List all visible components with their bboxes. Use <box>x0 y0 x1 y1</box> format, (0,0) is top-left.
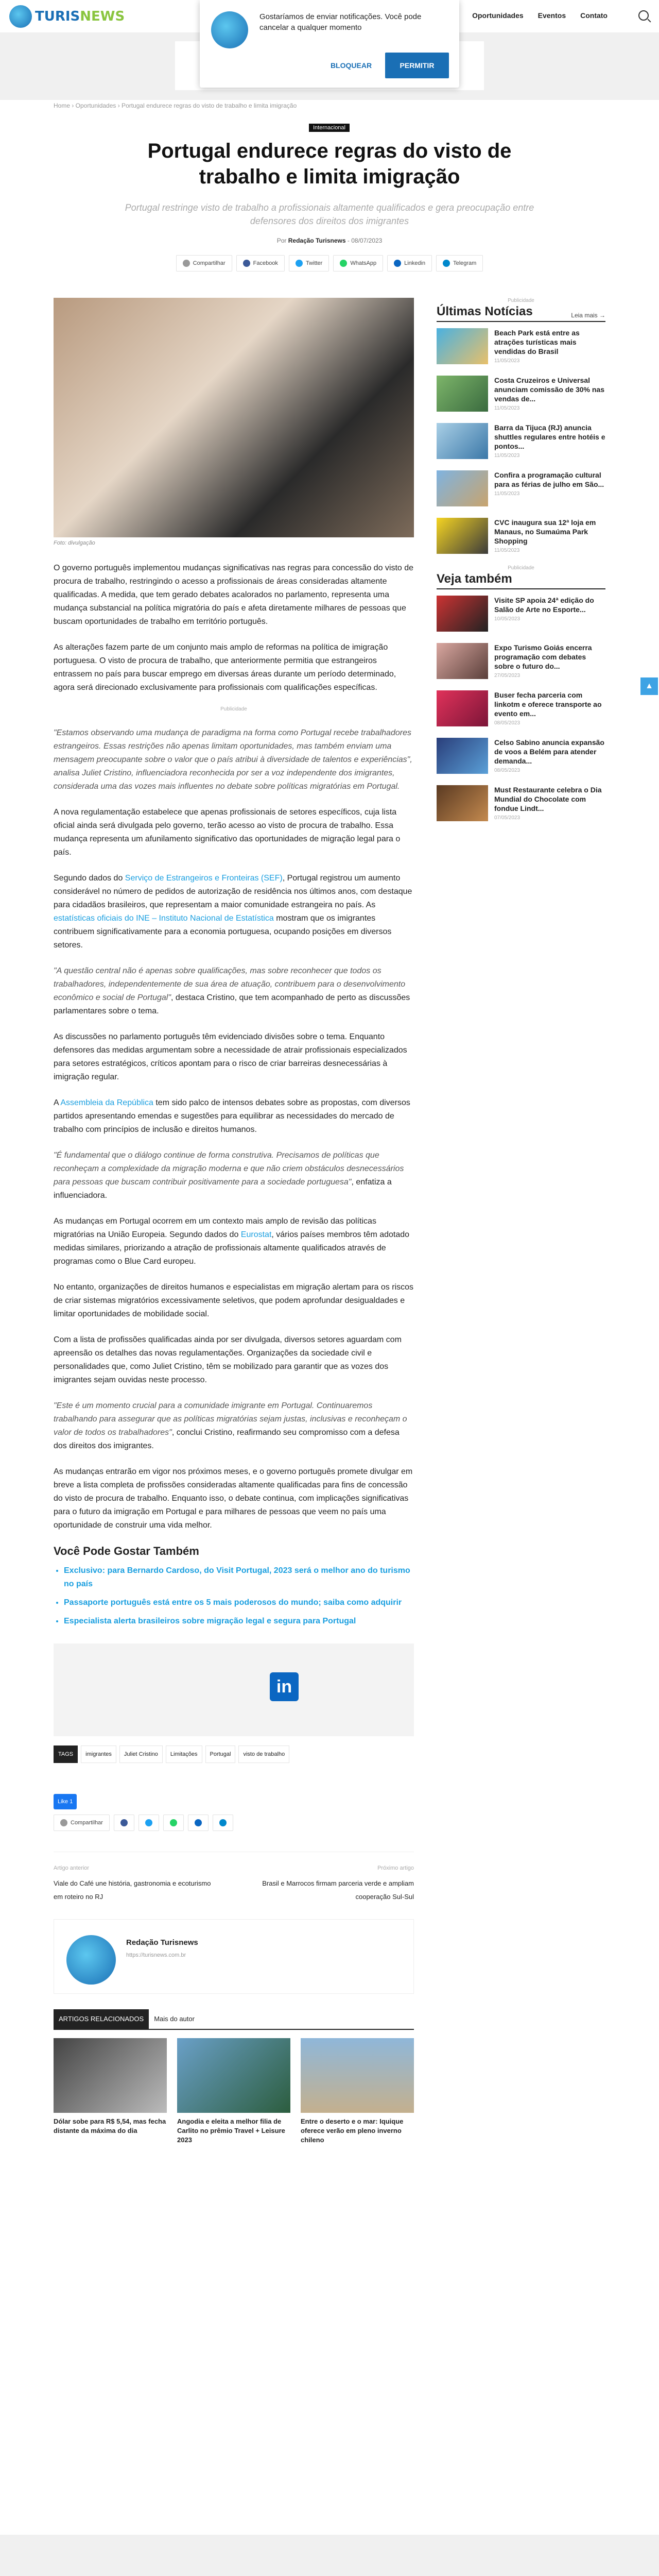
publish-date: - 08/07/2023 <box>347 237 383 244</box>
text: , Portugal registrou um aumento considerável no número de pedidos de autorização de residência nos últimos anos, com destaque para cidadãos brasileiros, que representam a maior comunidade estrangeira no país. As <box>54 874 412 909</box>
featured-image <box>54 298 414 537</box>
tag[interactable]: visto de trabalho <box>238 1745 289 1763</box>
news-item[interactable] <box>437 470 605 506</box>
article-subtitle: Portugal restringe visto de trabalho a profissionais altamente qualificados e gera preocupação entre defensores dos direitos dos imigrantes <box>125 202 534 226</box>
paragraph <box>54 1149 414 1202</box>
article-navigation <box>54 1852 414 1904</box>
news-title: Buser fecha parceria com linkotm e oferece transporte ao evento em... <box>494 691 602 718</box>
news-date: 08/05/2023 <box>494 768 521 773</box>
linkedin-banner[interactable] <box>54 1643 414 1736</box>
share-label: Compartilhar <box>193 260 226 266</box>
news-thumb <box>437 328 488 364</box>
news-title: Visite SP apoia 24ª edição do Salão de Arte no Esporte... <box>494 596 594 614</box>
twitter-icon <box>296 260 303 267</box>
news-date: 10/05/2023 <box>494 616 521 622</box>
paragraph <box>54 1096 414 1137</box>
related-title: Dólar sobe para R$ 5,54, mas fecha distante da máxima do dia <box>54 2117 166 2134</box>
share-facebook[interactable] <box>114 1815 134 1831</box>
facebook-icon <box>243 260 250 267</box>
related-image <box>177 2038 290 2113</box>
latest-news-heading <box>437 304 605 322</box>
paragraph: As alterações fazem parte de um conjunto mais amplo de reformas na política de imigração portuguesa. O visto de procura de trabalho, que anteriormente permitia que estrangeiros entrassem no país para buscar emprego em diversas áreas durante um período determinado, agora será direcionado exclusivamente para profissionais com qualificações específicas. <box>54 643 396 692</box>
paragraph: No entanto, organizações de direitos humanos e especialistas em migração alertam para os riscos de criar sistemas migratórios excessivamente seletivos, que podem aprofundar desigualdades e limitar oportunidades de mobilidade social. <box>54 1283 414 1318</box>
quote-paragraph: "Estamos observando uma mudança de paradigma na forma como Portugal recebe trabalhadores estrangeiros. Essas restrições não apenas limitam oportunidades, mas também enviam uma mensagem preocupante sobre o valor que o país atribui à diversidade de talentos e experiências", analisa Juliet Cristino, influenciadora reconhecida por ser a voz independente dos imigrantes, considerada uma das vozes mais influentes no debate sobre políticas migratórias em Portugal. <box>54 728 412 791</box>
news-title: Beach Park está entre as atrações turísticas mais vendidas do Brasil <box>494 329 580 355</box>
tag[interactable]: imigrantes <box>81 1745 116 1763</box>
paragraph: As mudanças entrarão em vigor nos próximos meses, e o governo português promete divulgar em breve a lista completa de profissões consideradas altamente qualificadas para fins de concessão do visto de procura de trabalho. Enquanto isso, o debate continua, com implicações significativas para o futuro da imigração em Portugal e para milhares de pessoas que veem no país uma oportunidade de construir uma vida melhor. <box>54 1467 413 1530</box>
related-image <box>301 2038 414 2113</box>
also-like-link[interactable]: • Passaporte português está entre os 5 mais poderosos do mundo; saiba como adquirir <box>64 1596 414 1609</box>
text: tem sido palco de intensos debates sobre as propostas, com diversos partidos apresentando emendas e sugestões para equilibrar as necessidades do mercado de trabalho com princípios de inclusão e direitos humanos. <box>54 1098 410 1134</box>
linkedin-logo-icon: in <box>270 1672 299 1701</box>
logo-text-a: TURIS <box>35 9 80 24</box>
share-icon <box>183 260 190 267</box>
news-thumb <box>437 423 488 459</box>
news-item[interactable] <box>437 690 605 726</box>
text: , conclui Cristino, reafirmando seu compromisso com a defesa dos direitos dos imigrantes. <box>54 1428 400 1450</box>
facebook-icon <box>120 1819 128 1826</box>
by-label: Por <box>276 237 287 244</box>
search-icon[interactable] <box>638 10 649 21</box>
related-image <box>54 2038 167 2113</box>
news-title: Expo Turismo Goiás encerra programação com debates sobre o futuro do... <box>494 643 592 670</box>
prev-label: Artigo anterior <box>54 1865 90 1871</box>
news-date: 11/05/2023 <box>494 548 520 553</box>
facebook-label: Facebook <box>253 260 278 266</box>
share-icon <box>60 1819 67 1826</box>
eurostat-link[interactable]: Eurostat <box>240 1230 272 1239</box>
paragraph <box>54 1399 414 1453</box>
news-thumb <box>437 738 488 774</box>
news-title: CVC inaugura sua 12ª loja em Manaus, no Sumaúma Park Shopping <box>494 518 596 545</box>
see-also-heading <box>437 572 605 589</box>
tag-list <box>54 1745 414 1763</box>
news-thumb <box>437 470 488 506</box>
main-nav <box>472 11 608 20</box>
also-like-link[interactable]: • Especialista alerta brasileiros sobre migração legal e segura para Portugal <box>64 1615 414 1628</box>
telegram-icon <box>219 1819 227 1826</box>
tag[interactable]: Portugal <box>205 1745 236 1763</box>
sidebar <box>437 298 605 833</box>
related-grid <box>54 2038 414 2145</box>
logo-globe-icon <box>9 5 32 28</box>
news-title: Barra da Tijuca (RJ) anuncia shuttles regulares entre hotéis e pontos... <box>494 423 605 450</box>
paragraph <box>54 872 414 952</box>
news-item[interactable] <box>437 376 605 412</box>
news-thumb <box>437 785 488 821</box>
quote: "A questão central não é apenas sobre qualificações, mas sobre reconhecer que todos os trabalhadores, independentemente de sua área de atuação, contribuem para o desenvolvimento econômico e social de Portugal" <box>54 967 406 1002</box>
share-telegram[interactable] <box>436 255 483 272</box>
category-badge[interactable]: Internacional <box>309 124 350 132</box>
news-date: 11/05/2023 <box>494 358 520 364</box>
author-url[interactable]: https://turisnews.com.br <box>126 1952 186 1958</box>
allow-button[interactable]: PERMITIR <box>385 53 449 78</box>
ad-label: Publicidade <box>508 565 534 571</box>
text: , enfatiza a influenciadora. <box>54 1178 392 1200</box>
text: As mudanças em Portugal ocorrem em um contexto mais amplo de revisão das políticas migratórias na União Europeia. Segundo dados do <box>54 1217 376 1239</box>
logo-text-b: NEWS <box>80 9 125 24</box>
next-article[interactable] <box>248 1861 414 1904</box>
related-card[interactable] <box>54 2038 167 2145</box>
news-item[interactable] <box>437 785 605 821</box>
sef-link[interactable]: Serviço de Estrangeiros e Fronteiras (SEF) <box>125 874 283 883</box>
also-like-list <box>64 1564 414 1628</box>
quote: "É fundamental que o diálogo continue de forma construtiva. Precisamos de políticas que reconheçam a complexidade da migração moderna e que não criem obstáculos desnecessários para pessoas que buscam contribuir positivamente para a sociedade portuguesa" <box>54 1151 404 1187</box>
share-telegram[interactable] <box>213 1815 233 1831</box>
nav-contato[interactable]: Contato <box>580 11 608 20</box>
news-date: 11/05/2023 <box>494 453 520 459</box>
see-more-link[interactable]: Leia mais → <box>571 312 605 319</box>
quote: "Este é um momento crucial para a comunidade imigrante em Portugal. Continuaremos trabalhando para assegurar que as políticas migratórias sejam justas, inclusivas e reconheçam o valor de todos os trabalhadores" <box>54 1401 407 1437</box>
news-thumb <box>437 643 488 679</box>
image-caption: Foto: divulgação <box>54 540 95 546</box>
news-item[interactable] <box>437 328 605 364</box>
see-also-title: Veja também <box>437 572 512 586</box>
next-label: Próximo artigo <box>377 1865 414 1871</box>
article-body <box>54 562 414 2165</box>
news-thumb <box>437 518 488 554</box>
news-date: 11/05/2023 <box>494 491 520 497</box>
block-button[interactable]: BLOQUEAR <box>330 61 372 70</box>
avatar <box>66 1935 116 1985</box>
share-facebook[interactable] <box>236 255 285 272</box>
text: Segundo dados do <box>54 874 125 883</box>
share-twitter[interactable] <box>138 1815 159 1831</box>
paragraph: As discussões no parlamento português têm evidenciado divisões sobre o tema. Enquanto defensores das medidas argumentam sobre a necessidade de atrair profissionais especializados para setores estratégicos, críticos apontam para o risco de criar barreiras desnecessárias à imigração regular. <box>54 1032 407 1081</box>
paragraph: O governo português implementou mudanças significativas nas regras para concessão do visto de procura de trabalho, restringindo o acesso a profissionais de áreas consideradas altamente qualificadas. A medida, que tem gerado debates acalorados no parlamento, representa uma mudança substancial na política migratória do país e afeta diretamente milhares de pessoas que buscam oportunidades de trabalho em território português. <box>54 564 414 626</box>
prev-title: Viale do Café une história, gastronomia e ecoturismo em roteiro no RJ <box>54 1879 211 1901</box>
linkedin-label: Linkedin <box>404 260 426 266</box>
share-bar-bottom <box>54 1815 414 1831</box>
also-like-heading: Você Pode Gostar Também <box>54 1545 199 1557</box>
news-item[interactable] <box>437 423 605 459</box>
related-tabs <box>54 2009 414 2030</box>
popup-message: Gostaríamos de enviar notificações. Você pode cancelar a qualquer momento <box>259 12 422 32</box>
popup-logo-icon <box>211 11 248 48</box>
notification-popup <box>200 0 459 88</box>
tab-more-by-author[interactable]: Mais do autor <box>154 2015 195 2023</box>
linkedin-icon <box>195 1819 202 1826</box>
page-title: Portugal endurece regras do visto de trabalho e limita imigração <box>147 140 512 188</box>
news-item[interactable] <box>437 518 605 554</box>
facebook-like-button[interactable]: Like 1 <box>54 1794 77 1809</box>
prev-article[interactable] <box>54 1861 219 1904</box>
news-title: Celso Sabino anuncia expansão de voos a Belém para atender demanda... <box>494 738 604 765</box>
assembleia-link[interactable]: Assembleia da República <box>60 1098 153 1107</box>
related-card[interactable] <box>177 2038 290 2145</box>
ad-label: Publicidade <box>220 706 247 712</box>
article-meta <box>124 237 535 244</box>
share-linkedin[interactable] <box>387 255 432 272</box>
author-name[interactable]: Redação Turisnews <box>126 1938 198 1947</box>
news-title: Costa Cruzeiros e Universal anunciam comissão de 30% nas vendas de... <box>494 376 604 403</box>
tags-label: TAGS <box>54 1745 78 1763</box>
scroll-top-button[interactable]: ▲ <box>640 677 658 695</box>
author-link[interactable]: Redação Turisnews <box>288 237 346 244</box>
news-thumb <box>437 376 488 412</box>
paragraph: Com a lista de profissões qualificadas ainda por ser divulgada, diversos setores aguardam com apreensão os detalhes das novas regulamentações. Organizações da sociedade civil e personalidades que, como Juliet Cristino, têm se mobilizado para garantir que as vozes dos imigrantes sejam ouvidas neste processo. <box>54 1335 402 1384</box>
text: mostram que os imigrantes contribuem significativamente para a economia portuguesa, ocupando posições em diversos setores. <box>54 914 392 950</box>
share-bar <box>124 255 535 272</box>
share-button[interactable] <box>176 255 232 272</box>
share-whatsapp[interactable] <box>333 255 383 272</box>
news-date: 07/05/2023 <box>494 815 521 821</box>
share-whatsapp[interactable] <box>163 1815 184 1831</box>
nav-oportunidades[interactable]: Oportunidades <box>472 11 524 20</box>
news-item[interactable] <box>437 643 605 679</box>
share-twitter[interactable] <box>289 255 329 272</box>
whatsapp-label: WhatsApp <box>350 260 377 266</box>
news-title: Confira a programação cultural para as férias de julho em São... <box>494 471 604 488</box>
text: A <box>54 1098 61 1107</box>
breadcrumb[interactable]: Home › Oportunidades › Portugal endurece regras do visto de trabalho e limita imigração <box>54 102 297 109</box>
author-box <box>54 1919 414 1994</box>
text: , vários países membros têm adotado medidas similares, priorizando a atração de profissionais altamente qualificados através de programas como o Blue Card europeu. <box>54 1230 410 1266</box>
twitter-label: Twitter <box>305 260 323 266</box>
nav-eventos[interactable]: Eventos <box>537 11 566 20</box>
ine-link[interactable]: estatísticas oficiais do INE – Instituto Nacional de Estatística <box>54 914 274 923</box>
paragraph: A nova regulamentação estabelece que apenas profissionais de setores específicos, cuja lista oficial ainda será divulgada pelo governo, terão acesso ao visto de procura de trabalho. Essa mudança representa um afunilamento significativo das oportunidades de migração legal para o país. <box>54 808 401 857</box>
tag[interactable]: Limitações <box>166 1745 202 1763</box>
news-thumb <box>437 596 488 632</box>
news-title: Must Restaurante celebra o Dia Mundial do Chocolate com fondue Lindt... <box>494 786 602 812</box>
ad-label: Publicidade <box>508 298 534 303</box>
share-label: Compartilhar <box>71 1820 103 1826</box>
news-date: 08/05/2023 <box>494 720 521 726</box>
related-card[interactable] <box>301 2038 414 2145</box>
related-title: Entre o deserto e o mar: Iquique oferece verão em pleno inverno chileno <box>301 2117 404 2144</box>
news-item[interactable] <box>437 596 605 632</box>
share-button[interactable] <box>54 1815 110 1831</box>
twitter-icon <box>145 1819 152 1826</box>
next-title: Brasil e Marrocos firmam parceria verde e ampliam cooperação Sul-Sul <box>262 1879 414 1901</box>
whatsapp-icon <box>340 260 347 267</box>
news-date: 27/05/2023 <box>494 673 521 679</box>
telegram-label: Telegram <box>453 260 477 266</box>
linkedin-icon <box>394 260 401 267</box>
news-thumb <box>437 690 488 726</box>
paragraph <box>54 964 414 1018</box>
paragraph <box>54 1215 414 1268</box>
related-title: Angodia e eleita a melhor filia de Carlito no prêmio Travel + Leisure 2023 <box>177 2117 285 2144</box>
whatsapp-icon <box>170 1819 177 1826</box>
text: , destaca Cristino, que tem acompanhado de perto as discussões parlamentares sobre o tema. <box>54 993 410 1015</box>
tag[interactable]: Juliet Cristino <box>119 1745 163 1763</box>
news-item[interactable] <box>437 738 605 774</box>
tab-related[interactable]: ARTIGOS RELACIONADOS <box>54 2009 149 2029</box>
also-like-link[interactable]: • Exclusivo: para Bernardo Cardoso, do Visit Portugal, 2023 será o melhor ano do turismo no país <box>64 1564 414 1591</box>
news-date: 11/05/2023 <box>494 405 520 411</box>
site-footer <box>0 2535 659 2576</box>
site-logo[interactable] <box>9 5 125 28</box>
latest-news-title: Últimas Notícias <box>437 304 533 318</box>
share-linkedin[interactable] <box>188 1815 209 1831</box>
telegram-icon <box>443 260 450 267</box>
